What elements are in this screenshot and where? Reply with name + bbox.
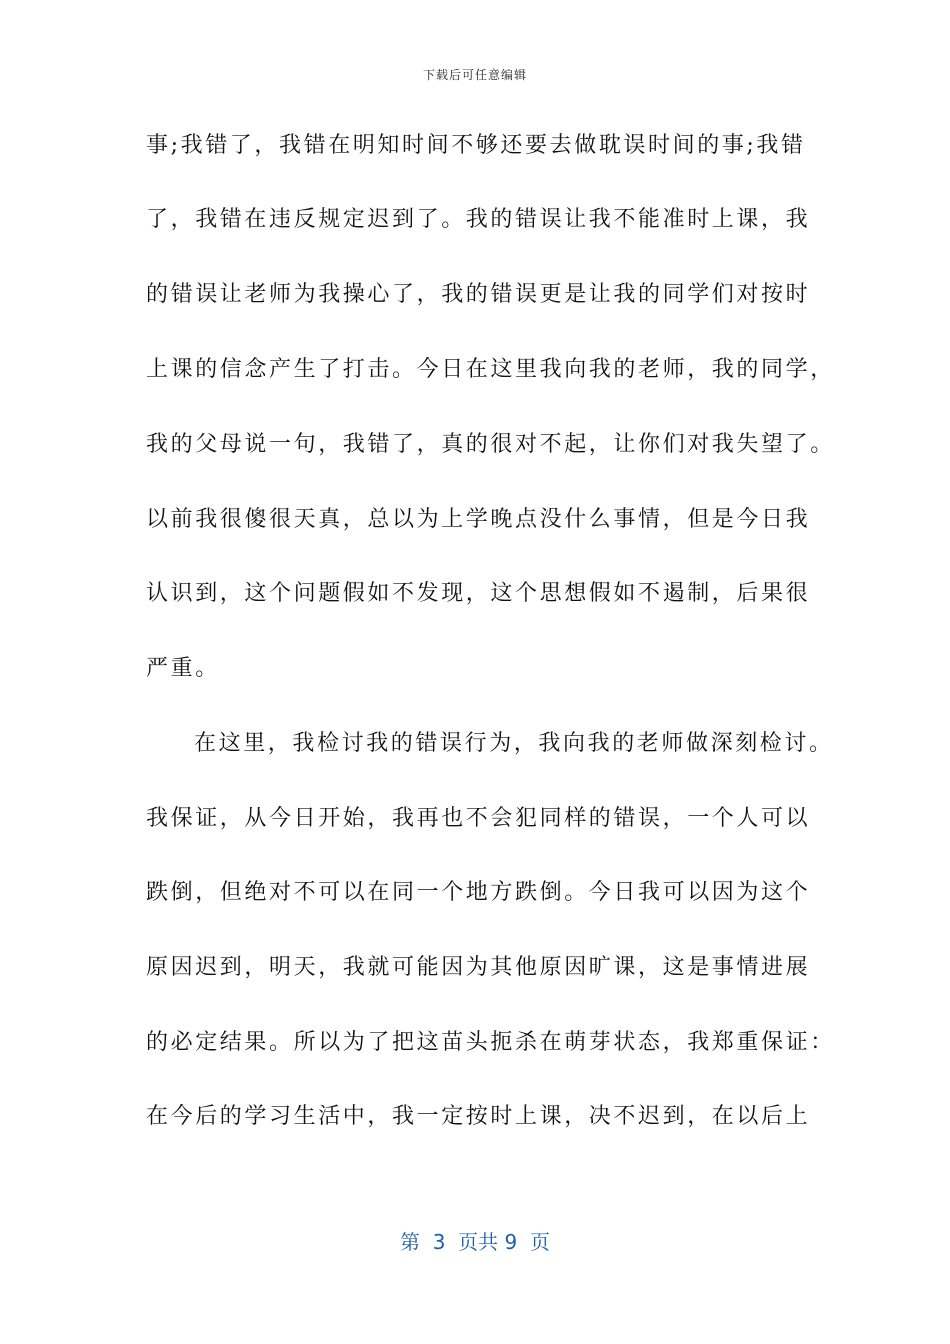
body-line-6: 以前我很傻很天真，总以为上学晚点没什么事情，但是今日我 <box>146 507 811 532</box>
body-line-5: 我的父母说一句，我错了，真的很对不起，让你们对我失望了。 <box>146 432 835 457</box>
page-number-footer: 第 3 页共 9 页 <box>400 1230 550 1254</box>
body-line-3: 的错误让老师为我操心了，我的错误更是让我的同学们对按时 <box>146 282 811 307</box>
body-line-14: 在今后的学习生活中，我一定按时上课，决不迟到，在以后上 <box>146 1104 811 1129</box>
body-line-9-paragraph-start: 在这里，我检讨我的错误行为，我向我的老师做深刻检讨。 <box>194 731 834 756</box>
body-line-12: 原因迟到，明天，我就可能因为其他原因旷课，这是事情进展 <box>146 955 811 980</box>
body-line-13: 的必定结果。所以为了把这苗头扼杀在萌芽状态，我郑重保证： <box>146 1030 835 1055</box>
body-line-10: 我保证，从今日开始，我再也不会犯同样的错误，一个人可以 <box>146 806 811 831</box>
body-line-4: 上课的信念产生了打击。今日在这里我向我的老师，我的同学， <box>146 357 835 382</box>
body-line-1: 事;我错了，我错在明知时间不够还要去做耽误时间的事;我错 <box>146 133 806 158</box>
body-line-8: 严重。 <box>146 656 220 681</box>
body-line-11: 跌倒，但绝对不可以在同一个地方跌倒。今日我可以因为这个 <box>146 880 811 905</box>
body-line-2: 了，我错在违反规定迟到了。我的错误让我不能准时上课，我 <box>146 207 811 232</box>
body-line-7: 认识到，这个问题假如不发现，这个思想假如不遏制，后果很 <box>146 581 811 606</box>
header-note: 下载后可任意编辑 <box>422 68 527 82</box>
